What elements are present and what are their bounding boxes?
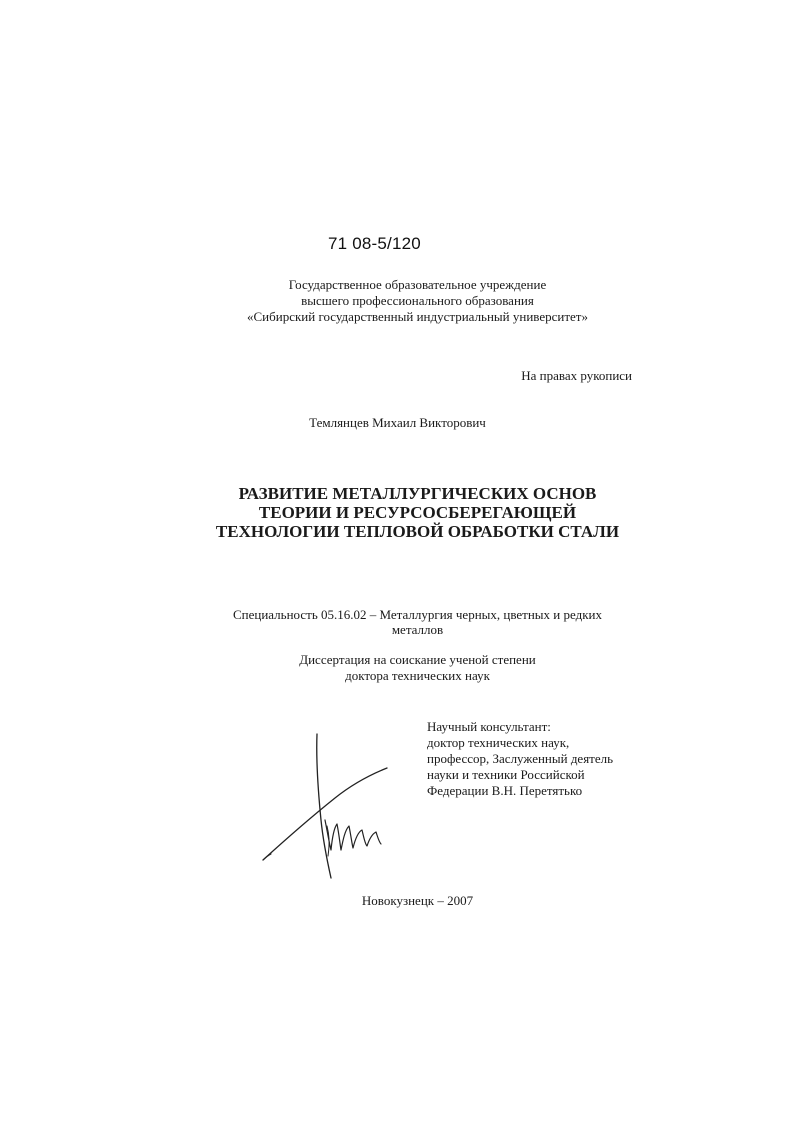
advisor-line: Федерации В.Н. Перетятько [427,783,583,798]
archive-stamp: 71 08-5/120 [328,234,421,253]
advisor-line: профессор, Заслуженный деятель [427,751,614,766]
specialty-line: Специальность 05.16.02 – Металлургия черных, цветных и редких [232,607,602,622]
manuscript-note: На правах рукописи [521,368,632,383]
dissertation-title [150,484,685,541]
title-line: ТЕХНОЛОГИИ ТЕПЛОВОЙ ОБРАБОТКИ СТАЛИ [215,522,620,541]
institution-line: Государственное образовательное учреждение [288,277,547,292]
specialty-block [200,607,635,637]
institution-block [200,277,635,325]
specialty-line: металлов [391,622,444,637]
title-line: РАЗВИТИЕ МЕТАЛЛУРГИЧЕСКИХ ОСНОВ [238,484,597,503]
advisor-block [427,719,613,799]
advisor-line: доктор технических наук, [427,735,570,750]
title-line: ТЕОРИИ И РЕСУРСОСБЕРЕГАЮЩЕЙ [258,503,577,522]
author-name: Темлянцев Михаил Викторович [309,415,486,430]
degree-block [200,652,635,684]
institution-line: высшего профессионального образования [301,293,534,308]
advisor-line: Научный консультант: [427,719,551,734]
handwritten-signature [255,730,390,880]
advisor-line: науки и техники Российской [427,767,585,782]
degree-line: Диссертация на соискание ученой степени [299,652,536,667]
institution-line: «Сибирский государственный индустриальный университет» [247,309,588,324]
city-year: Новокузнецк – 2007 [361,893,474,908]
degree-line: доктора технических наук [345,668,490,683]
